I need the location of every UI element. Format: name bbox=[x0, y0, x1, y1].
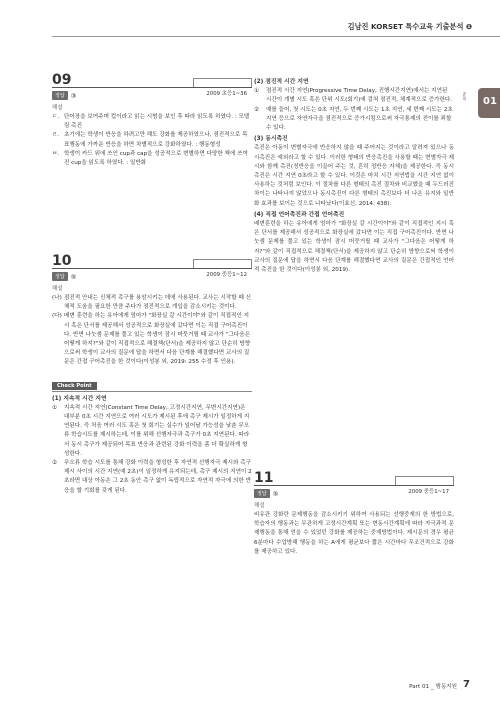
section-heading: (4) 직접 언어촉진과 간접 언어촉진 bbox=[254, 211, 345, 218]
header-rule bbox=[52, 36, 500, 37]
list-item bbox=[52, 404, 252, 459]
answer-tag: 정답 bbox=[254, 489, 270, 498]
item-marker: ② bbox=[254, 106, 260, 113]
list-item bbox=[254, 87, 454, 105]
explanation-label: 해설 bbox=[52, 105, 63, 111]
list-item bbox=[52, 113, 252, 131]
item-marker: ㄷ. bbox=[52, 114, 60, 120]
list-item bbox=[52, 312, 252, 367]
list-item bbox=[52, 294, 252, 312]
list-item bbox=[52, 150, 252, 168]
item-text: 초기에는 학생이 반응을 하려고만 해도 강화를 제공하였으나, 점진적으로 목표행동에 가까운 반응을 하면 차별적으로 강화하였다. : 행동형성 bbox=[64, 132, 248, 148]
chapter-number: 01 bbox=[483, 96, 497, 107]
right-column bbox=[254, 76, 454, 277]
page-header bbox=[0, 22, 500, 36]
source-box bbox=[395, 476, 454, 495]
item-text: 점진적 안내는 신체적 촉구를 용암시키는 데에 사용된다. 교사는 시작할 때 신체적 도움을 필요한 만큼 주다가 점진적으로 개입을 감소시키는 것이다. bbox=[64, 295, 252, 311]
list-item bbox=[52, 131, 252, 149]
footer-part: Part 01 _ 행동지원 bbox=[409, 684, 458, 690]
paragraph: 비유관 강화란 문제행동을 감소시키기 위하여 사용되는 선행중재의 한 방법으로, 학습자의 행동과는 무관하게 고정시간계획 또는 변동시간계획에 따라 자극과적 문제행동을 통해 얻을 수 있었던 강화를 제공하는 중재방법이다. 제시문의 경우 평균 6분마다 수업방해 행동을 하는 A에게 평균보다 짧은 시간마다 무조건적으로 강화를 제공하고 있다. bbox=[254, 512, 454, 555]
item-marker: ① bbox=[254, 88, 260, 95]
check-point-rule bbox=[52, 391, 252, 392]
question-source: 2009 중등1~12 bbox=[206, 272, 247, 278]
section-heading: (2) 점진적 시간 지연 bbox=[254, 79, 309, 85]
check-point-tag: Check Point bbox=[52, 382, 97, 390]
item-marker: (다) bbox=[52, 313, 62, 320]
item-text: 학생이 카드 위에 쓰인 cup과 cap을 성공적으로 변별하면 다양한 책에 쓰여진 cup을 읽도록 하였다. : 일반화 bbox=[64, 150, 248, 167]
item-marker: (나) bbox=[52, 295, 62, 301]
question-10 bbox=[52, 253, 252, 496]
chapter-tab bbox=[478, 88, 500, 118]
list-item bbox=[254, 106, 454, 134]
question-11 bbox=[254, 470, 454, 559]
question-number: 09 bbox=[52, 72, 72, 88]
answer-value: ⑤ bbox=[272, 489, 279, 498]
left-column bbox=[52, 72, 252, 496]
question-number: 10 bbox=[52, 253, 72, 269]
list-item bbox=[52, 459, 252, 496]
item-marker: ㄹ. bbox=[52, 132, 60, 139]
item-text: 지속적 시간 지연(Constant Time Delay, 고정시간지연, 무변시간지연)은 대부분 0초 시간 지연으로 여러 시도가 제시된 후에 촉구 제시가 일정하게 지연된다. 즉 처음 여러 시도 혹은 첫 회기는 실수가 일어날 가능성을 낮춘 무오류 학습시도를 제시하는데, 이를 위해 선행자극과 촉구가 0초 지연된다. 따라서 동시 촉구가 제공되어 목표 반응과 관련된 강화 이력을 좀 더 확실하게 형성한다. bbox=[64, 404, 250, 457]
item-text: 예를 들어, 첫 시도는 0초 지연, 두 번째 시도는 1초 지연, 세 번째 시도는 2초 지연 등으로 자연자극을 점진적으로 증가시킴으로써 자극통제의 전이를 꾀할 수 있다. bbox=[266, 106, 453, 132]
source-box bbox=[193, 78, 252, 97]
paragraph: 배변훈련을 하는 유아에게 엄마가 "화장실 갈 시간이야"와 같이 직접적인 지시 혹은 단서를 제공해서 성공적으로 화장실에 갔다면 이는 직접 구어촉진이다. 반면 나눗셈 문제를 풀고 있는 학생이 잠시 머뭇거릴 때 교사가 "그다음은 어떻게 하지?"와 같이 직접적으로 해결책(단서)을 제공하지 않고 단순히 방향으로써 학생이 교사의 질문에 답을 하면서 다음 단계를 해결했다면 교사의 질문은 간접적인 언어적 촉진을 한 것이다(이성봉 외, 2019). bbox=[254, 221, 454, 274]
item-text: 점진적 시간 지연(Progressive Time Delay, 진행시간지연)에서는 지연된 시간이 개별 시도 혹은 단위 시도(회기)에 걸쳐 점진적, 체계적으로 증가한다. bbox=[266, 88, 453, 104]
answer-value: ③ bbox=[70, 91, 77, 100]
item-marker: ① bbox=[52, 404, 58, 411]
book-title: 김남진 KORSET 특수교육 기출분석 ❶ bbox=[347, 22, 472, 31]
item-marker: ② bbox=[52, 460, 58, 467]
item-text: 무오류 학습 시도를 통해 강화 이력을 형성한 후 자연적 선행자극 제시와 촉구 제시 사이의 시간 지연(예 2초)이 일정하게 유지되는데, 촉구 제시의 지연이 2초라면 대상 아동은 그 2초 동안 촉구 없이 독립적으로 자연적 자극에 의한 반응을 할 기회를 갖게 된다. bbox=[64, 460, 252, 494]
answer-value: ⑤ bbox=[70, 272, 77, 281]
explanation-label: 해설 bbox=[254, 503, 265, 509]
source-box bbox=[193, 259, 252, 278]
question-source: 2009 중등1~17 bbox=[408, 489, 449, 495]
answer-tag: 정답 bbox=[52, 91, 68, 100]
item-marker: ㅂ. bbox=[52, 150, 60, 157]
question-number: 11 bbox=[254, 470, 274, 486]
item-text: 단어장을 보여주며 컵이라고 읽는 시범을 보인 후 따라 읽도록 하였다. : 모델링 촉진 bbox=[64, 114, 250, 130]
explanation-label: 해설 bbox=[52, 286, 63, 292]
check-point bbox=[52, 372, 252, 496]
paragraph: 촉진은 아동이 변별자극에 반응하지 않을 때 주어지는 것이라고 알려져 있으나 동시촉진은 예외라고 할 수 있다. 이러한 형태의 반응촉진을 사용할 때는 변별자극 제시와 함께 촉진(정반응을 이끌어 주는 것, 흔히 정반응 자체)을 제공한다. 즉 동시촉진은 시간 지연 0초라고 할 수 있다. 이것은 마치 시간 지연법을 시간 지연 없이 사용하는 것처럼 보인다. 이 절차를 다른 형태의 촉진 절차와 비교했을 때 두드러진 차이는 나타나지 않았으나 동시촉진이 다른 형태의 촉진보다 더 나은 유지와 일반화 효과를 보이는 것으로 나타났다(이효신, 2014: 438). bbox=[254, 145, 454, 207]
question-09 bbox=[52, 72, 252, 247]
item-text: 배변 훈련을 하는 유아에게 엄마가 "화장실 갈 시간이야"와 같이 직접적인 지시 혹은 단서를 제공해서 성공적으로 화장실에 갔다면 이는 직접 구어촉진이다. 반면 나눗셈 문제를 풀고 있는 학생이 잠시 머뭇거릴 때 교사가 "그다음은 어떻게 하지?"와 같이 직접적으로 해결책(단서)을 제공하지 않고 단순히 방향으로써 학생이 교사의 질문에 답을 하면서 다음 단계를 해결했다면 교사의 질문은 간접 구어촉진을 한 것이다(이성봉 외, 2019: 255 수정 후 인용). bbox=[64, 313, 251, 366]
section-heading: (1) 지속적 시간 지연 bbox=[52, 395, 107, 402]
answer-tag: 정답 bbox=[52, 272, 68, 281]
part-label: PART bbox=[462, 92, 466, 101]
section-heading: (3) 동시촉진 bbox=[254, 136, 288, 143]
page-number: 7 bbox=[463, 679, 470, 690]
page-footer bbox=[409, 680, 470, 690]
question-source: 2009 초등1~36 bbox=[206, 91, 247, 97]
